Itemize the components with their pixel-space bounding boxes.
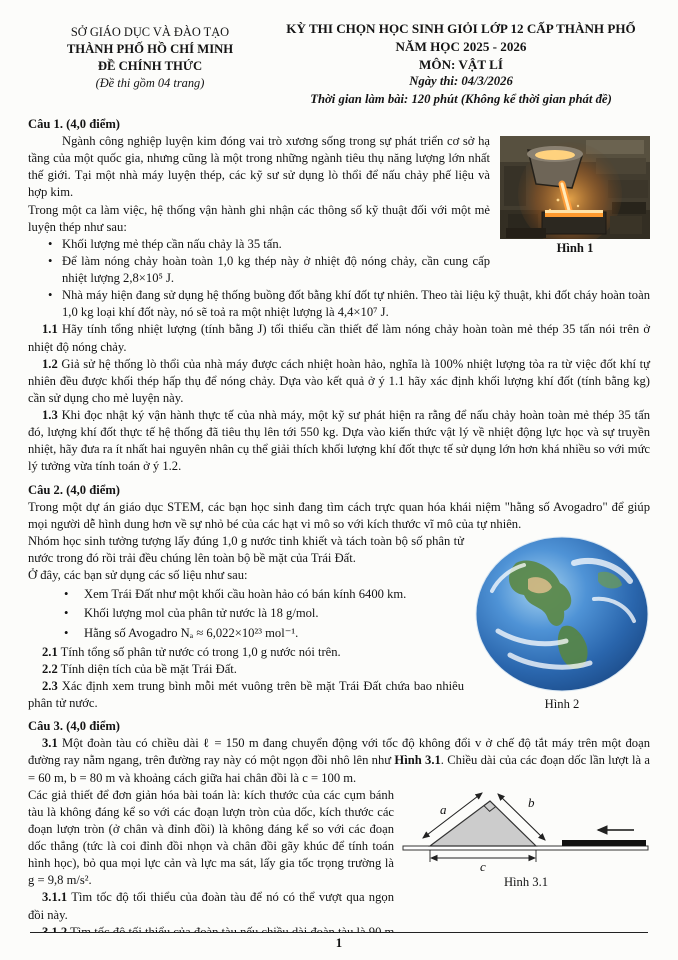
base-c-arrow xyxy=(430,850,536,873)
page-count-note: (Đề thi gồm 04 trang) xyxy=(95,76,205,91)
q1-bullet-melt-heat: • Để làm nóng chảy hoàn toàn 1,0 kg thép này ở nhiệt độ nóng chảy, cần cung cấp nhiệt lượng 2,8×10⁵ J. xyxy=(28,253,650,287)
q2-bullet-avogadro: • Hằng số Avogadro Nₐ ≈ 6,022×10²³ mol⁻¹. xyxy=(28,625,650,642)
header-left xyxy=(28,20,272,108)
q1-spec-list xyxy=(28,236,650,322)
q1-paragraph-1: Ngành công nghiệp luyện kim đóng vai trò xương sống trong sự phát triển cơ sở hạ tầng của một quốc gia, nhưng cũng là một trong những ngành tiêu thụ năng lượng lớn nhất thế giới. Tại một nhà máy luyện thép, các kỹ sư sử dụng lò thổi để nấu chảy phế liệu và hợp kim. xyxy=(28,134,490,200)
official-exam-label: ĐỀ CHÍNH THỨC xyxy=(97,59,203,74)
header-right xyxy=(272,20,650,108)
q2-paragraph-1: Trong một dự án giáo dục STEM, các bạn học sinh đang tìm cách trực quan hóa khái niệm "hằng số Avogadro" để giúp mọi người dễ hình dung hơn về sự nhỏ bé của các hạt vi mô so với kích thước vĩ mô của tự nhiên. xyxy=(28,499,650,531)
label-c: c xyxy=(480,858,486,873)
school-year: NĂM HỌC 2025 - 2026 xyxy=(395,38,527,54)
train-bar xyxy=(562,840,646,846)
q2-paragraph-3: Ở đây, các bạn sử dụng các số liệu như sau: xyxy=(28,568,248,583)
q3-item-3-1-1 xyxy=(28,889,650,923)
q3-item-3-1-text-a: Một đoàn tàu có chiều dài ℓ = 150 m đang chuyển động với tốc độ không đổi v ở chế độ tắt máy trên một đoạn đường ray nằm ngang, trên đường ray này có một ngọn đồi nhô lên như xyxy=(28,736,650,768)
q2-item-2-3-text: Xác định xem trung bình mỗi mét vuông trên bề mặt Trái Đất chứa bao nhiêu phân tử nước. xyxy=(28,678,464,711)
q1-paragraph-2: Trong một ca làm việc, hệ thống vận hành ghi nhận các thông số kỹ thuật đối với một mẻ luyện thép như sau: xyxy=(28,202,490,234)
q2-paragraph-2: Nhóm học sinh tưởng tượng lấy đúng 1,0 g nước tinh khiết và tách toàn bộ số phân tử nước trong đó rồi trải đều chúng lên toàn bộ bề mặt của Trái Đất. xyxy=(28,533,464,566)
q1-item-1-3 xyxy=(28,407,650,476)
q2-item-2-3-num: 2.3 xyxy=(42,678,58,693)
q2-item-2-2-text: Tính diện tích của bề mặt Trái Đất. xyxy=(60,661,237,676)
header xyxy=(28,20,650,108)
figure-3-1 xyxy=(402,789,650,891)
q1-bullet-mass: • Khối lượng mẻ thép cần nấu chảy là 35 tấn. xyxy=(28,236,650,253)
question-2 xyxy=(28,482,650,713)
question-3-title: Câu 3. (4,0 điểm) xyxy=(28,719,120,734)
q3-item-3-1-num: 3.1 xyxy=(42,736,58,751)
q1-bullet-gas-heat: • Nhà máy hiện đang sử dụng hệ thống buồng đốt bằng khí đốt tự nhiên. Theo tài liệu kỹ thuật, khi đốt cháy hoàn toàn 1,0 kg loại khí đốt này, nó sẽ toả ra một nhiệt lượng là 4,4×10⁷ J. xyxy=(28,287,650,321)
label-b: b xyxy=(528,794,535,810)
q2-item-2-1-text: Tính tổng số phân tử nước có trong 1,0 g nước nói trên. xyxy=(60,644,341,659)
q3-item-3-1-text-b: . Chiều dài của các đoạn dốc lần lượt là a = 60 m, b = 80 m và khoảng cách giữa hai chân đồi là c = 100 m. xyxy=(28,753,650,785)
q3-item-3-1-1-num: 3.1.1 xyxy=(42,890,68,905)
page-number: 1 xyxy=(335,935,343,950)
issuing-authority: SỞ GIÁO DỤC VÀ ĐÀO TẠO xyxy=(70,25,230,39)
q1-item-1-2-text: Giả sử hệ thống lò thổi của nhà máy được cách nhiệt hoàn hảo, nghĩa là 100% nhiệt lượng tỏa ra từ việc đốt khí tự nhiên đều được khối thép hấp thụ để nóng chảy. Dựa vào kết quả ở ý 1.1 hãy xác định khối lượng khí đốt (tính bằng kg) cần sử dụng cho mẻ luyện này. xyxy=(28,356,650,405)
q1-item-1-1 xyxy=(28,321,650,355)
subject: MÔN: VẬT LÍ xyxy=(419,56,503,72)
question-2-title: Câu 2. (4,0 điểm) xyxy=(28,482,120,497)
foundry-photo xyxy=(500,136,650,239)
duration-note: Thời gian làm bài: 120 phút (Không kể thời gian phát đề) xyxy=(310,91,612,106)
figure-2-caption: Hình 2 xyxy=(544,696,580,711)
question-3 xyxy=(28,718,650,941)
q1-item-1-2-num: 1.2 xyxy=(42,356,58,371)
q1-item-1-2 xyxy=(28,356,650,407)
ladle xyxy=(527,146,583,188)
figure-1-caption: Hình 1 xyxy=(556,241,594,256)
q3-item-3-1-1-text: Tìm tốc độ tối thiểu của đoàn tàu để nó có thể vượt qua ngọn đồi này. xyxy=(28,890,394,922)
q2-bullet-radius: • Xem Trái Đất như một khối cầu hoàn hảo có bán kính 6400 km. xyxy=(28,586,650,603)
question-1-title: Câu 1. (4,0 điểm) xyxy=(28,116,120,131)
question-1 xyxy=(28,116,650,476)
exam-name: KỲ THI CHỌN HỌC SINH GIỎI LỚP 12 CẤP THÀNH PHỐ xyxy=(286,21,636,36)
exam-date: Ngày thi: 04/3/2026 xyxy=(409,74,513,89)
q1-item-1-1-num: 1.1 xyxy=(42,322,58,337)
hill-diagram xyxy=(402,789,650,873)
q2-data-list xyxy=(28,586,650,641)
q2-item-2-1-num: 2.1 xyxy=(42,644,58,659)
q3-item-3-1 xyxy=(28,735,650,786)
q3-figure-ref: Hình 3.1 xyxy=(394,753,441,768)
q1-item-1-1-text: Hãy tính tổng nhiệt lượng (tính bằng J) tối thiểu cần thiết để làm nóng chảy hoàn toàn mẻ thép 35 tấn nói trên ở nhiệt độ nóng chảy. xyxy=(28,322,650,354)
q2-bullet-molar-mass: • Khối lượng mol của phân tử nước là 18 g/mol. xyxy=(28,605,650,622)
figure-3-1-caption: Hình 3.1 xyxy=(503,874,549,889)
page-footer xyxy=(30,932,648,952)
q1-item-1-3-text: Khi đọc nhật ký vận hành thực tế của nhà máy, một kỹ sư phát hiện ra rằng để nấu chảy hoàn toàn mẻ thép 35 tấn đó, lượng khí đốt thực tế hệ thống đã tiêu thụ lên tới 550 kg. Dựa vào kiến thức vật lý về nhiệt động lực học và sự truyền nhiệt, hãy đưa ra ít nhất hai nguyên nhân cụ thể giải thích khối lượng khí đốt thực tế sử dụng lớn hơn khá nhiều so với mức lý tưởng vừa tính toán ở ý 1.2. xyxy=(28,408,650,474)
q3-paragraph-2: Các giả thiết để đơn giản hóa bài toán là: kích thước của các cụm bánh tàu là không đáng kể so với các đoạn lượn tròn của dốc, kích thước các đoạn lượn tròn (ở chân và đỉnh đồi) là không đáng kể so với các đoạn dốc thẳng (tức là coi đỉnh đồi nhọn và chân đồi gãy khúc để tính toán hình học), bỏ qua mọi lực cản và lực ma sát, lấy gia tốc trọng trường là g = 9,8 m/s². xyxy=(28,787,394,888)
label-a: a xyxy=(440,801,447,817)
q1-item-1-3-num: 1.3 xyxy=(42,408,58,423)
q2-item-2-2-num: 2.2 xyxy=(42,661,58,676)
city-name: THÀNH PHỐ HỒ CHÍ MINH xyxy=(66,41,234,56)
